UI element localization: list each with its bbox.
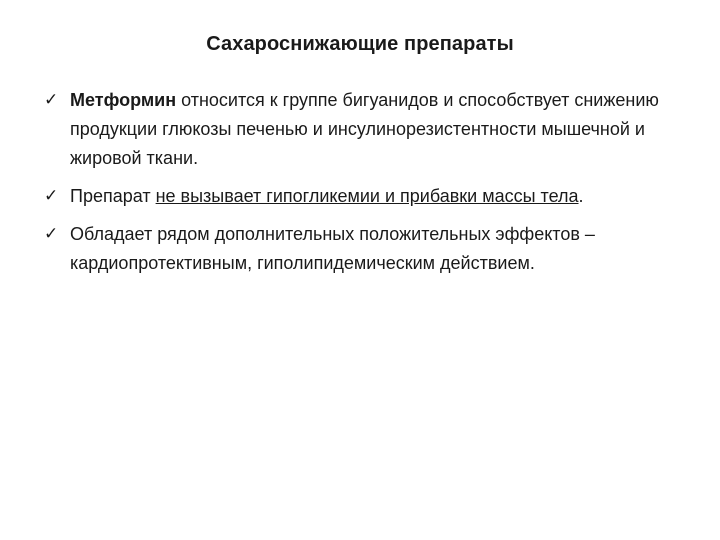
bullet-text-underlined: не вызывает гипогликемии и прибавки массы тела [155, 186, 579, 206]
bullet-text: Обладает рядом дополнительных положительных эффектов – кардиопротективным, гиполипидемическим действием. [70, 224, 595, 273]
bullet-item-additional-effects [44, 220, 694, 278]
bullet-text: относится к группе бигуанидов и способствует снижению продукции глюкозы печенью и инсулинорезистентности мышечной и жировой ткани. [70, 90, 659, 168]
checkmark-icon: ✓ [44, 186, 59, 206]
bullet-list [44, 86, 694, 287]
drug-name: Метформин [70, 90, 177, 110]
bullet-text-before: Препарат [70, 186, 156, 206]
checkmark-icon: ✓ [44, 224, 59, 244]
slide-title: Сахароснижающие препараты [206, 33, 514, 55]
bullet-item-no-hypoglycemia [44, 182, 694, 211]
bullet-item-metformin [44, 86, 694, 173]
checkmark-icon: ✓ [44, 90, 59, 110]
bullet-text-after: . [578, 186, 584, 206]
